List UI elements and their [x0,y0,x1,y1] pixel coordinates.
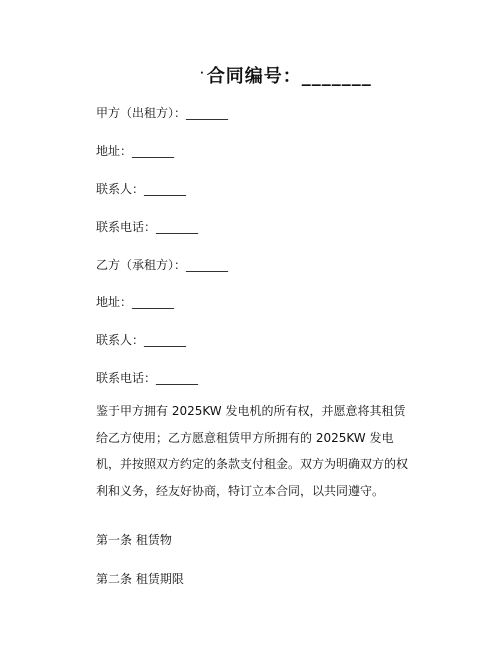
party-a-contact: 联系人：_______ [96,182,187,196]
article-1-heading: 第一条 租赁物 [96,533,172,547]
preamble-paragraph: 鉴于甲方拥有 2025KW 发电机的所有权，并愿意将其租赁给乙方使用；乙方愿意租赁甲方所拥有的 2025KW 发电机，并按照双方约定的条款支付租金。双方为明确双方的权利和义务，经友好协商，特订立本合同，以共同遵守。 [96,404,409,498]
contract-number-title [200,62,372,88]
party-a-phone: 联系电话：_______ [96,220,199,234]
party-b-phone: 联系电话：_______ [96,371,199,385]
party-b-header: 乙方（承租方）：_______ [96,258,229,272]
contract-number-label: 合同编号：_______ [206,66,372,87]
article-2-heading: 第二条 租赁期限 [96,572,184,586]
party-b-contact: 联系人：_______ [96,333,187,347]
title-dot: · [200,68,205,79]
party-a-header: 甲方（出租方）：_______ [96,106,229,120]
party-b-address: 地址：_______ [96,295,175,309]
party-a-address: 地址：_______ [96,144,175,158]
